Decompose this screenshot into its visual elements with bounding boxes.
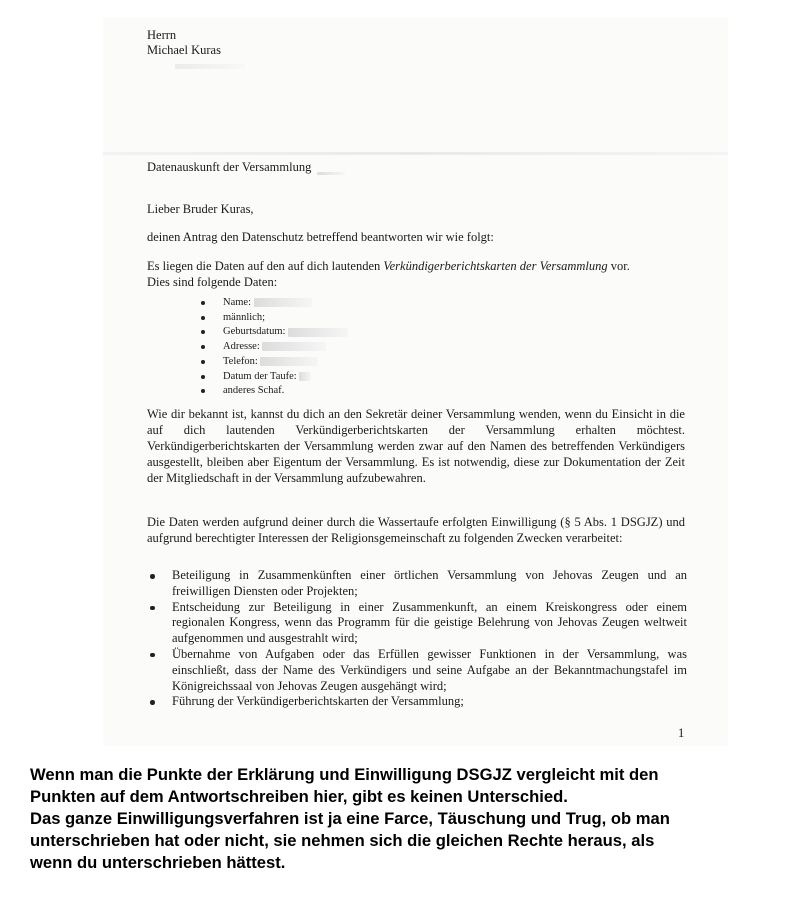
data-intro-italic: Verkündigerberichtskarten der Versammlung bbox=[383, 259, 608, 273]
data-intro bbox=[147, 259, 630, 274]
commentary-caption bbox=[30, 764, 770, 874]
caption-line: wenn du unterschrieben hättest. bbox=[30, 853, 286, 872]
list-item: Geburtsdatum: bbox=[198, 325, 348, 340]
redacted-congregation bbox=[317, 172, 345, 175]
data-intro-part2: vor. bbox=[607, 259, 630, 273]
bullet-icon bbox=[201, 330, 205, 334]
caption-line: Wenn man die Punkte der Erklärung und Einwilligung DSGJZ vergleicht mit den bbox=[30, 765, 659, 784]
scan-fold-line bbox=[103, 152, 728, 155]
redacted-value bbox=[262, 342, 326, 351]
list-item: Name: bbox=[198, 296, 348, 311]
list-item: anderes Schaf. bbox=[198, 384, 348, 399]
recipient-name: Michael Kuras bbox=[147, 43, 221, 57]
greeting: Lieber Bruder Kuras, bbox=[147, 202, 254, 216]
caption-line: Punkten auf dem Antwortschreiben hier, gibt es keinen Unterschied. bbox=[30, 787, 568, 806]
bullet-icon bbox=[201, 360, 205, 364]
list-item: Führung der Verkündigerberichtskarten der Versammlung; bbox=[147, 694, 687, 710]
bullet-icon bbox=[201, 316, 205, 320]
redacted-value bbox=[254, 298, 312, 307]
list-item: Datum der Taufe: bbox=[198, 370, 348, 385]
list-item: Beteiligung in Zusammenkünften einer örtlichen Versammlung von Jehovas Zeugen und an freiwilligen Diensten oder Projekten; bbox=[147, 568, 687, 600]
caption-line: Das ganze Einwilligungsverfahren ist ja eine Farce, Täuschung und Trug, ob man bbox=[30, 809, 670, 828]
bullet-icon bbox=[150, 574, 155, 579]
paragraph-legal-basis: Die Daten werden aufgrund deiner durch die Wassertaufe erfolgten Einwilligung (§ 5 Abs. 1 DSGJZ) und aufgrund berechtigter Interessen der Religionsgemeinschaft zu folgenden Zwecken verarbeitet: bbox=[147, 515, 685, 545]
redacted-value bbox=[260, 357, 318, 366]
redacted-value bbox=[288, 328, 348, 337]
intro-line: deinen Antrag den Datenschutz betreffend beantworten wir wie folgt: bbox=[147, 230, 494, 244]
list-item: Übernahme von Aufgaben oder das Erfüllen gewisser Funktionen in der Versammlung, was einschließt, dass der Name des Verkündigers und seine Aufgabe an der Bekanntmachungstafel im Königreichssaal von Jehovas Zeugen ausgehängt wird; bbox=[147, 647, 687, 694]
recipient-title: Herrn bbox=[147, 28, 177, 42]
bullet-icon bbox=[150, 606, 155, 611]
list-item: Telefon: bbox=[198, 355, 348, 370]
subject-text: Datenauskunft der Versammlung bbox=[147, 160, 312, 174]
bullet-icon bbox=[150, 653, 155, 658]
paragraph-inspection: Wie dir bekannt ist, kannst du dich an den Sekretär deiner Versammlung wenden, wenn du Einsicht in die auf dich lautenden Verkündigerberichtskarten der Versammlung erhalten möchtest. Verkündigerberichtskarten der Versammlung werden zwar auf den Namen des betreffenden Verkündigers ausgestellt, bleiben aber Eigentum der Versammlung. Es ist notwendig, diese zur Dokumentation der Zeit der Mitgliedschaft in der Versammlung aufzubewahren. bbox=[147, 407, 685, 485]
page-number: 1 bbox=[678, 726, 685, 740]
redacted-value bbox=[299, 372, 311, 381]
list-item: Adresse: bbox=[198, 340, 348, 355]
bullet-icon bbox=[201, 345, 205, 349]
bullet-icon bbox=[150, 700, 155, 705]
bullet-icon bbox=[201, 389, 205, 393]
letter-subject bbox=[147, 160, 345, 175]
bullet-icon bbox=[201, 301, 205, 305]
list-item: männlich; bbox=[198, 311, 348, 326]
data-intro-line2: Dies sind folgende Daten: bbox=[147, 275, 278, 289]
bullet-icon bbox=[201, 375, 205, 379]
data-intro-part1: Es liegen die Daten auf den auf dich lautenden bbox=[147, 259, 384, 273]
caption-line: unterschrieben hat oder nicht, sie nehmen sich die gleichen Rechte heraus, als bbox=[30, 831, 655, 850]
redacted-address bbox=[175, 64, 245, 69]
purposes-list bbox=[147, 568, 687, 710]
personal-data-list bbox=[198, 296, 348, 399]
list-item: Entscheidung zur Beteiligung in einer Zusammenkunft, an einem Kreiskongress oder einem regionalen Kongress, wenn das Programm für die geistige Belehrung von Jehovas Zeugen weltweit aufgenommen und ausgestrahlt wird; bbox=[147, 600, 687, 647]
